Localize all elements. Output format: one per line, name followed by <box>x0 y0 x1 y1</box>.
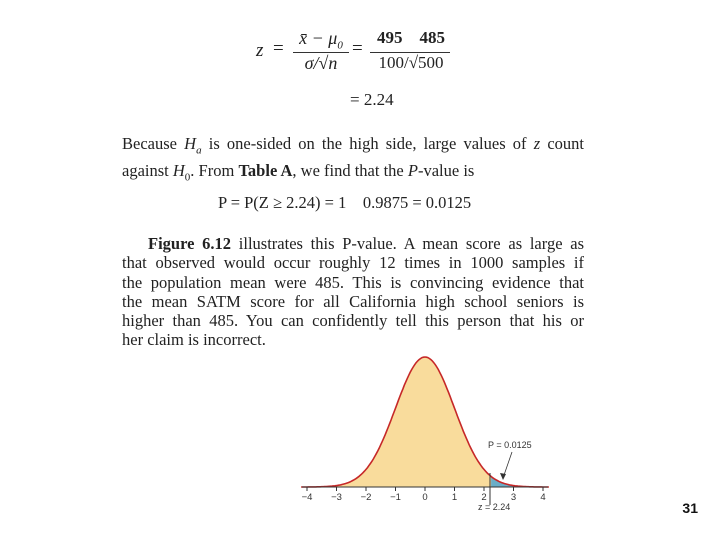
z-value-label: z = 2.24 <box>478 502 511 512</box>
paragraph2-line5: higher than 485. You can confidently tell this person that his or <box>122 311 584 331</box>
fraction-numerator-2: 495 485 <box>377 28 445 47</box>
equation-result: = 2.24 <box>350 90 394 109</box>
paragraph2-line6: her claim is incorrect. <box>122 330 266 350</box>
tick-label: 2 <box>481 492 487 503</box>
tick-label: −2 <box>360 492 372 503</box>
tick-label: 4 <box>540 492 546 503</box>
p-value-label: P = 0.0125 <box>488 440 532 450</box>
p-value-arrowhead <box>500 473 506 480</box>
fraction-denominator-2: 100/√500 <box>378 53 444 72</box>
tick-label: −3 <box>331 492 342 503</box>
axis-ticks <box>302 487 546 503</box>
tick-label: 1 <box>451 492 458 503</box>
fraction-numerator-1: x̄ − $\mu_0$ <box>299 28 343 52</box>
page-number: 31 <box>682 500 698 516</box>
tick-label: −4 <box>301 492 313 503</box>
curve-area-fill <box>301 357 549 487</box>
paragraph2-line3: the population mean were 485. This is convincing evidence that <box>122 272 584 292</box>
z-symbol: z <box>256 40 264 61</box>
paragraph2-line4: the mean SATM score for all California high school seniors is <box>122 291 584 311</box>
paragraph2-line1: Figure 6.12 illustrates this P-value. A mean score as large as <box>148 234 584 253</box>
equals-sign-1: = <box>273 38 284 59</box>
tick-label: −1 <box>390 492 401 503</box>
tick-label: 0 <box>422 492 428 503</box>
tick-label: 3 <box>510 492 517 503</box>
paragraph2-line2: that observed would occur roughly 12 times in 1000 samples if <box>122 253 584 273</box>
fraction-denominator-1: σ/√n <box>304 53 338 73</box>
equals-sign-2: = <box>352 38 363 59</box>
paragraph1-line2: against $H_0$. From Table A, we find that the P-value is <box>122 160 475 183</box>
p-value-equation: P = P(Z ≥ 2.24) = 1 0.9875 = 0.0125 <box>218 193 472 212</box>
paragraph1-line1: Because $H_a$ is one-sided on the high side, large values of z count <box>122 134 584 157</box>
